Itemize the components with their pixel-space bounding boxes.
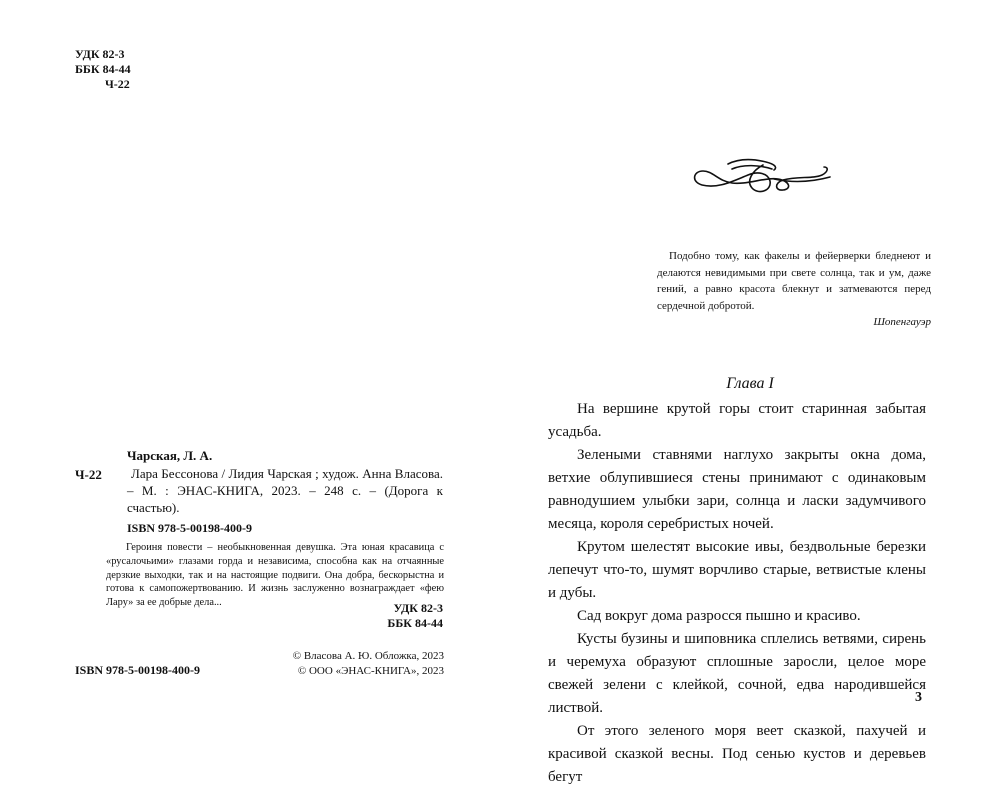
udk-code: УДК 82-3 [75,47,125,61]
copyright-cover: © Власова А. Ю. Обложка, 2023 [292,650,444,662]
catalog-card-codes [300,601,443,631]
chapter-title: Глава I [726,375,774,392]
book-annotation: Героиня повести – необыкновенная девушка. Эта юная красавица с «русалочьими» глазами горда и независима, способна как на отчаянные дерзкие выходки, так и на настоящие подвиги. Она добра, бескорыстна и готова к самопожертвованию. И жизнь заслуженно вознаграждает «фею Лару» за ее добрые дела... [106,542,444,609]
catalog-author: Чарская, Л. А. [127,448,213,463]
right-page [500,0,1000,785]
paragraph: Сад вокруг дома разросся пышно и красиво. [577,608,861,624]
paragraph: Крутом шелестят высокие ивы, бездвольные березки лепечут что-то, шумят ворчливо старые, ветвистые клены и дубы. [548,539,926,601]
card-udk-code: УДК 82-3 [393,601,443,615]
copyright-block [282,649,444,679]
epigraph: Подобно тому, как факелы и фейерверки бледнеют и делаются невидимыми при свете солнца, так и ум, даже гений, а равно красота блекнут и затмеваются перед сердечной добротой. [657,250,931,312]
classification-codes [75,47,131,92]
catalog-code: Ч-22 [75,467,102,482]
author-mark: Ч-22 [105,77,130,91]
paragraph: Кусты бузины и шиповника сплелись ветвями, сирень и черемуха образуют сплошные заросли, целое море свежей зелени с клейкой, сочной, едва народившейся листвой. [548,631,926,716]
bbk-code: ББК 84-44 [75,62,131,76]
flourish-ornament-icon [688,155,838,199]
paragraph: На вершине крутой горы стоит старинная забытая усадьба. [548,401,926,440]
epigraph-author: Шопенгауэр [873,316,931,328]
left-page [0,0,500,750]
chapter-text [548,398,926,789]
bibliographic-record: Лара Бессонова / Лидия Чарская ; худож. Анна Власова. – М. : ЭНАС-КНИГА, 2023. – 248 с. – (Дорога к счастью). [127,466,443,515]
paragraph: От этого зеленого моря веет сказкой, пахучей и красивой сказкой весны. Под сенью кустов и деревьев бегут [548,723,926,785]
bottom-isbn: ISBN 978-5-00198-400-9 [75,663,200,677]
page-number: 3 [915,690,922,705]
copyright-publisher: © ООО «ЭНАС-КНИГА», 2023 [297,665,444,677]
paragraph: Зелеными ставнями наглухо закрыты окна дома, ветхие облупившиеся стены принимают с одинаковым равнодушием улыбки зари, солнца и ласки задумчивого месяца, короля серебристых ночей. [548,447,926,532]
card-bbk-code: ББК 84-44 [387,616,443,630]
catalog-isbn: ISBN 978-5-00198-400-9 [127,521,252,535]
